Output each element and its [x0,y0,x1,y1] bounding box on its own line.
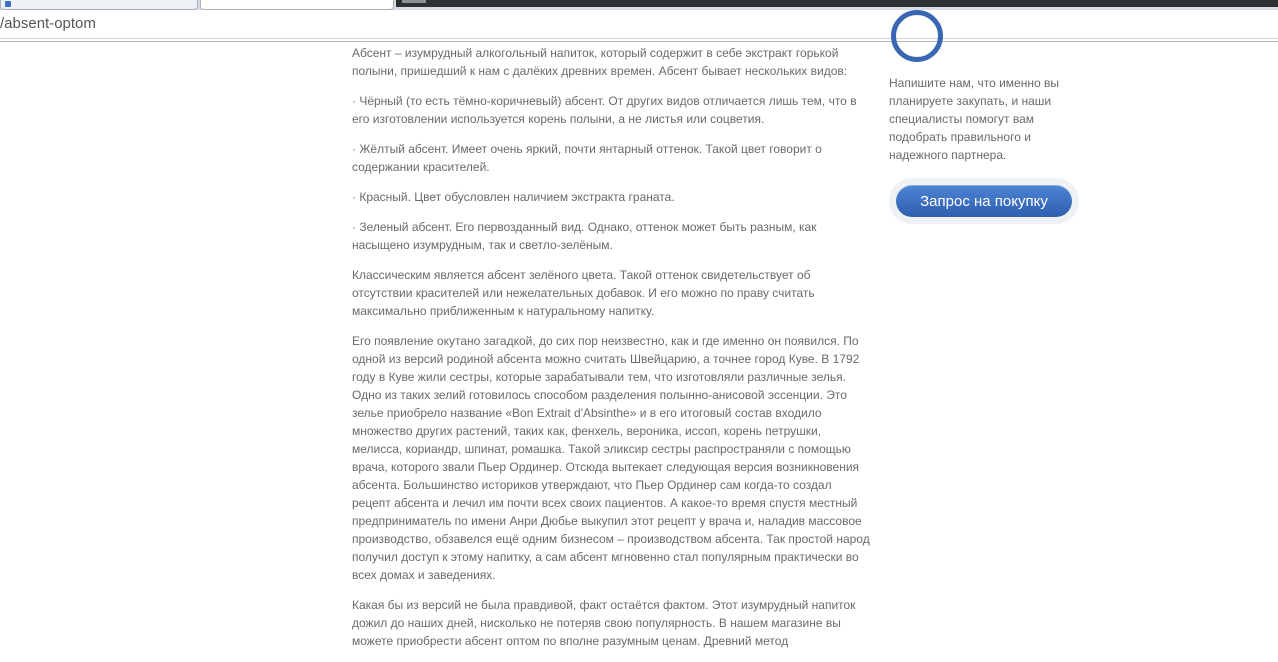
article-paragraph: · Жёлтый абсент. Имеет очень яркий, почти янтарный оттенок. Такой цвет говорит о содержании красителей. [352,142,822,174]
article-paragraph: · Зеленый абсент. Его первозданный вид. Однако, оттенок может быть разным, как насыщено изумрудным, так и светло-зелёным. [352,220,817,252]
browser-tab[interactable] [0,0,198,10]
article-paragraph: Его появление окутано загадкой, до сих пор неизвестно, как и где именно он появился. По одной из версий родиной абсента можно считать Швейцарию, а точнее город Куве. В 1792 году в Куве жили сестры, которые зарабатывали тем, что изготовляли различные зелья. Одно из таких зелий готовилось способом разделения полынно-анисовой эссенции. Это зелье приобрело название «Bon Extrait d'Absinthe» и в его итоговый состав входило множество других растений, таких как, фенхель, вероника, иссоп, корень петрушки, мелисса, кориандр, шпинат, ромашка. Такой эликсир сестры распространяли с помощью врача, которого звали Пьер Ординер. Отсюда вытекает следующая версия возникновения абсента. Большинство историков утверждают, что Пьер Ординер сам когда-то создал рецепт абсента и лечил им почти всех своих пациентов. А какое-то время спустя местный предприниматель по имени Анри Дюбье выкупил этот рецепт у врача и, наладив массовое производство, обзавелся ещё одним бизнесом – производством абсента. Так простой народ получил доступ к этому напитку, а сам абсент мгновенно стал популярным практически во всех домах и заведениях. [352,334,870,582]
favicon-icon [5,1,11,7]
taskbar-strip [396,0,1278,7]
taskbar-item[interactable] [402,0,426,3]
article-paragraph: Абсент – изумрудный алкогольный напиток, который содержит в себе экстракт горькой полыни, пришедший к нам с далёких древних времен. Абсент бывает нескольких видов: [352,46,848,78]
browser-tab-strip [0,0,1278,10]
article-paragraph: Классическим является абсент зелёного цвета. Такой оттенок свидетельствует об отсутствии красителей или нежелательных добавок. И его можно по праву считать максимально приближенным к натуральному напитку. [352,268,815,318]
toolbar-divider [0,41,1278,42]
address-url[interactable]: /absent-optom [0,15,96,32]
article-paragraph: · Чёрный (то есть тёмно-коричневый) абсент. От других видов отличается лишь тем, что в его изготовлении используется корень полыни, а не листья или соцветия. [352,94,857,126]
request-button-wrapper [889,178,1079,224]
article-content [352,44,872,662]
article-paragraph: · Красный. Цвет обусловлен наличием экстракта граната. [352,190,675,204]
contact-icon [891,10,943,62]
purchase-request-button[interactable]: Запрос на покупку [896,185,1072,217]
address-bar[interactable] [0,10,1278,39]
article-paragraph: Какая бы из версий не была правдивой, факт остаётся фактом. Этот изумрудный напиток дожил до наших дней, нисколько не потеряв свою популярность. В нашем магазине вы можете приобрести абсент оптом по вполне разумным ценам. Древний метод [352,598,856,648]
browser-tab-active[interactable] [200,0,394,10]
request-note: Напишите нам, что именно вы планируете закупать, и наши специалисты помогут вам подобрать правильного и надежного партнера. [889,76,1059,162]
